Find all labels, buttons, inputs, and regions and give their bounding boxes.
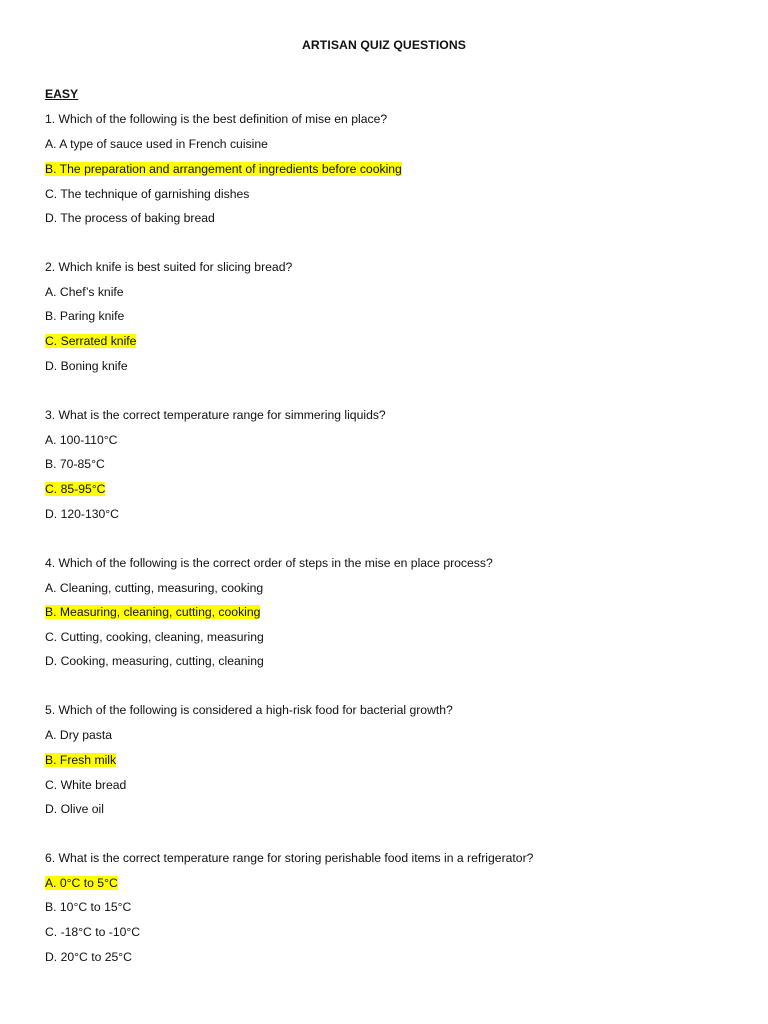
question-2-text: 2. Which knife is best suited for slicing bread?: [45, 260, 293, 274]
question-5-option-d: D. Olive oil: [45, 802, 104, 816]
question-6-text: 6. What is the correct temperature range for storing perishable food items in a refrigerator?: [45, 851, 534, 865]
question-5-option-a: A. Dry pasta: [45, 728, 113, 742]
question-4-option-a: A. Cleaning, cutting, measuring, cooking: [45, 581, 264, 595]
correct-answer-highlight: B. The preparation and arrangement of ingredients before cooking: [45, 162, 402, 176]
question-4-text: 4. Which of the following is the correct order of steps in the mise en place process?: [45, 556, 493, 570]
question-6-option-d: D. 20°C to 25°C: [45, 950, 132, 964]
correct-answer-highlight: B. Fresh milk: [45, 753, 117, 767]
correct-answer-highlight: B. Measuring, cleaning, cutting, cooking: [45, 605, 261, 619]
question-3-option-b: B. 70-85°C: [45, 457, 105, 471]
correct-answer-highlight: C. Serrated knife: [45, 334, 137, 348]
question-3-option-c: [45, 481, 105, 498]
question-4-option-b: [45, 604, 260, 621]
question-1-option-b: [45, 161, 402, 178]
question-6-option-b: B. 10°C to 15°C: [45, 900, 132, 914]
correct-answer-highlight: A. 0°C to 5°C: [45, 876, 118, 890]
question-5-text: 5. Which of the following is considered a high-risk food for bacterial growth?: [45, 703, 453, 717]
correct-answer-highlight: C. 85-95°C: [45, 482, 106, 496]
question-2-option-c: [45, 333, 136, 350]
question-2-option-d: D. Boning knife: [45, 359, 128, 373]
question-4-option-c: C. Cutting, cooking, cleaning, measuring: [45, 630, 264, 644]
question-1-text: 1. Which of the following is the best definition of mise en place?: [45, 112, 388, 126]
question-5-option-c: C. White bread: [45, 778, 127, 792]
question-1-option-c: C. The technique of garnishing dishes: [45, 187, 250, 201]
question-1-option-a: A. A type of sauce used in French cuisine: [45, 137, 268, 151]
question-2-option-a: A. Chef’s knife: [45, 285, 124, 299]
question-3-option-d: D. 120-130°C: [45, 507, 119, 521]
question-6-option-c: C. -18°C to -10°C: [45, 925, 141, 939]
page-title: ARTISAN QUIZ QUESTIONS: [301, 38, 467, 52]
question-1-option-d: D. The process of baking bread: [45, 211, 215, 225]
question-4-option-d: D. Cooking, measuring, cutting, cleaning: [45, 654, 264, 668]
question-5-option-b: [45, 752, 116, 769]
section-heading-easy: EASY: [45, 87, 79, 101]
question-2-option-b: B. Paring knife: [45, 309, 125, 323]
question-6-option-a: [45, 875, 118, 892]
question-3-option-a: A. 100-110°C: [45, 433, 118, 447]
question-3-text: 3. What is the correct temperature range for simmering liquids?: [45, 408, 386, 422]
